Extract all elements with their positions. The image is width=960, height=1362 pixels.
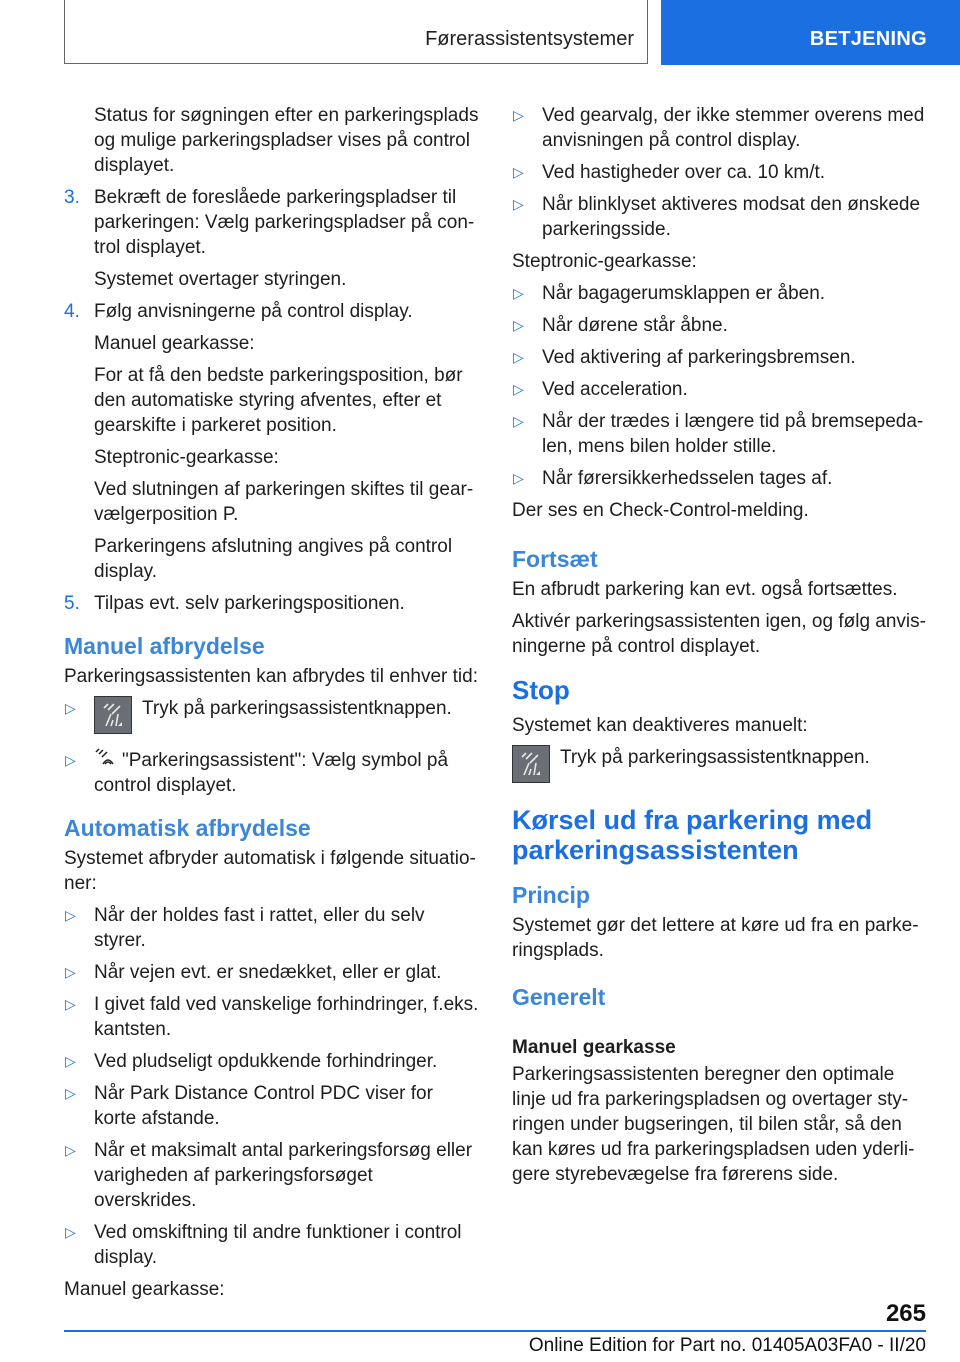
- step-text: Bekræft de foreslåede parkeringspladser til parkeringen: Vælg parkeringspladser på control displayet.: [94, 187, 475, 258]
- check-control-text: Der ses en Check-Control-melding.: [512, 500, 809, 521]
- list-item: [64, 1220, 479, 1270]
- step-4: [64, 299, 479, 324]
- list-item-text: Når førersikkerhedsselen tages af.: [542, 468, 833, 489]
- step-3: [64, 185, 479, 260]
- footer-divider: [64, 1330, 926, 1332]
- step-4-steptronic-text: Ved slutningen af parkeringen skiftes til gearvælgerposition P.: [94, 479, 474, 525]
- step-4-end-text: Parkeringens afslutning angives på control display.: [94, 536, 453, 582]
- triangle-bullet-icon: ▷: [513, 349, 524, 365]
- list-item-text: Ved gearvalg, der ikke stemmer overens med anvisningen på control display.: [542, 105, 925, 151]
- continue-text-1: En afbrudt parkering kan evt. også fortsættes.: [512, 579, 898, 600]
- list-item: [512, 313, 927, 338]
- list-item-text: Når Park Distance Control PDC viser for korte afstande.: [94, 1083, 433, 1129]
- auto-outro: Manuel gearkasse:: [64, 1279, 225, 1300]
- step-text: Tilpas evt. selv parkeringspositionen.: [94, 593, 405, 614]
- steptronic-label: Steptronic-gearkasse:: [512, 251, 697, 272]
- triangle-bullet-icon: ▷: [513, 164, 524, 180]
- continue-heading: Fortsæt: [512, 546, 598, 572]
- manual-gearbox-text: Parkeringsassistenten beregner den optimale linje ud fra parkeringspladsen og overtager styringen under bugseringen, til bilen står, så den kan køres ud fra parkeringspladsen uden yderligere styrebevægelse fra førerens side.: [512, 1064, 915, 1185]
- principle-heading: Princip: [512, 882, 590, 908]
- triangle-bullet-icon: ▷: [513, 413, 524, 429]
- step-number: 4.: [64, 301, 80, 322]
- triangle-bullet-icon: ▷: [65, 1053, 76, 1069]
- triangle-bullet-icon: ▷: [65, 1142, 76, 1158]
- auto-interrupt-heading: Automatisk afbrydelse: [64, 815, 311, 841]
- step-text: Følg anvisningerne på control display.: [94, 301, 413, 322]
- triangle-bullet-icon: ▷: [513, 285, 524, 301]
- triangle-bullet-icon: ▷: [65, 907, 76, 923]
- parking-assistant-symbol-icon: [94, 748, 116, 768]
- list-item: [512, 160, 927, 185]
- triangle-bullet-icon: ▷: [65, 752, 76, 768]
- auto-interrupt-intro: Systemet afbryder automatisk i følgende situationer:: [64, 848, 476, 894]
- list-item: [512, 345, 927, 370]
- triangle-bullet-icon: ▷: [65, 996, 76, 1012]
- list-item-text: Når dørene står åbne.: [542, 315, 728, 336]
- list-item: [64, 748, 479, 798]
- triangle-bullet-icon: ▷: [65, 964, 76, 980]
- list-item-text: Ved omskiftning til andre funktioner i control display.: [94, 1222, 462, 1268]
- triangle-bullet-icon: ▷: [65, 1085, 76, 1101]
- general-heading: Generelt: [512, 984, 606, 1010]
- list-item-text: Når der holdes fast i rattet, eller du selv styrer.: [94, 905, 425, 951]
- manual-gearbox-subheading: Manuel gearkasse: [512, 1037, 676, 1058]
- triangle-bullet-icon: ▷: [513, 196, 524, 212]
- list-item: [64, 960, 479, 985]
- step-3-sub: Systemet overtager styringen.: [94, 269, 347, 290]
- triangle-bullet-icon: ▷: [513, 381, 524, 397]
- list-item: [64, 903, 479, 953]
- step-4-steptronic-label: Steptronic-gearkasse:: [94, 447, 279, 468]
- triangle-bullet-icon: ▷: [65, 700, 76, 716]
- list-item-text: "Parkeringsassistent": Vælg symbol på control displayet.: [94, 750, 449, 796]
- list-item-text: Når bagagerumsklappen er åben.: [542, 283, 826, 304]
- list-item-text: Ved aktivering af parkeringsbremsen.: [542, 347, 856, 368]
- triangle-bullet-icon: ▷: [513, 470, 524, 486]
- chapter-tab[interactable]: BETJENING: [661, 0, 960, 65]
- list-item: [64, 696, 479, 734]
- left-column: [64, 103, 479, 1309]
- list-item-text: Ved acceleration.: [542, 379, 688, 400]
- list-item: [64, 1138, 479, 1213]
- exit-parking-heading: Kørsel ud fra parkering med parkeringsassistenten: [512, 805, 873, 865]
- triangle-bullet-icon: ▷: [65, 1224, 76, 1240]
- list-item-text: Tryk på parkeringsassistentknappen.: [142, 698, 452, 719]
- list-item-text: Ved pludseligt opdukkende forhindringer.: [94, 1051, 438, 1072]
- list-item-text: Når blinklyset aktiveres modsat den ønskede parkeringsside.: [542, 194, 921, 240]
- step-number: 5.: [64, 593, 80, 614]
- list-item: [512, 409, 927, 459]
- list-item-text: Når vejen evt. er snedækket, eller er glat.: [94, 962, 442, 983]
- list-item: [64, 992, 479, 1042]
- list-item-text: Ved hastigheder over ca. 10 km/t.: [542, 162, 826, 183]
- list-item: [64, 1049, 479, 1074]
- parking-assistant-button-icon: [512, 745, 550, 783]
- stop-instruction-text: Tryk på parkeringsassistentknappen.: [560, 747, 870, 768]
- stop-instruction: [512, 745, 927, 783]
- list-item: [512, 192, 927, 242]
- triangle-bullet-icon: ▷: [513, 107, 524, 123]
- page-number: 265: [885, 1300, 926, 1327]
- list-item-text: I givet fald ved vanskelige forhindringer, f.eks. kantsten.: [94, 994, 479, 1040]
- list-item: [512, 377, 927, 402]
- right-column: [512, 103, 927, 1194]
- intro-text: Status for søgningen efter en parkeringsplads og mulige parkeringspladser vises på control displayet.: [94, 105, 479, 176]
- stop-heading: Stop: [512, 675, 570, 705]
- edition-footer: Online Edition for Part no. 01405A03FA0 - II/20: [528, 1335, 926, 1356]
- triangle-bullet-icon: ▷: [513, 317, 524, 333]
- list-item-text: Når et maksimalt antal parkeringsforsøg eller varigheden af parkeringsforsøget overskrides.: [94, 1140, 473, 1211]
- step-4-manual-text: For at få den bedste parkeringsposition, bør den automatiske styring afventes, efter et gearskifte i parkeret position.: [94, 365, 463, 436]
- step-5: [64, 591, 479, 616]
- step-4-manual-label: Manuel gearkasse:: [94, 333, 255, 354]
- list-item: [512, 281, 927, 306]
- continue-text-2: Aktivér parkeringsassistenten igen, og følg anvisningerne på control displayet.: [512, 611, 926, 657]
- list-item: [512, 466, 927, 491]
- list-item: [64, 1081, 479, 1131]
- section-title: Førerassistentsystemer: [425, 28, 634, 50]
- principle-text: Systemet gør det lettere at køre ud fra en parkeringsplads.: [512, 915, 919, 961]
- parking-assistant-button-icon: [94, 696, 132, 734]
- manual-interrupt-intro: Parkeringsassistenten kan afbrydes til enhver tid:: [64, 666, 478, 687]
- step-number: 3.: [64, 187, 80, 208]
- list-item: [512, 103, 927, 153]
- list-item-text: Når der trædes i længere tid på bremsepedalen, mens bilen holder stille.: [542, 411, 924, 457]
- stop-intro: Systemet kan deaktiveres manuelt:: [512, 715, 808, 736]
- manual-interrupt-heading: Manuel afbrydelse: [64, 633, 265, 659]
